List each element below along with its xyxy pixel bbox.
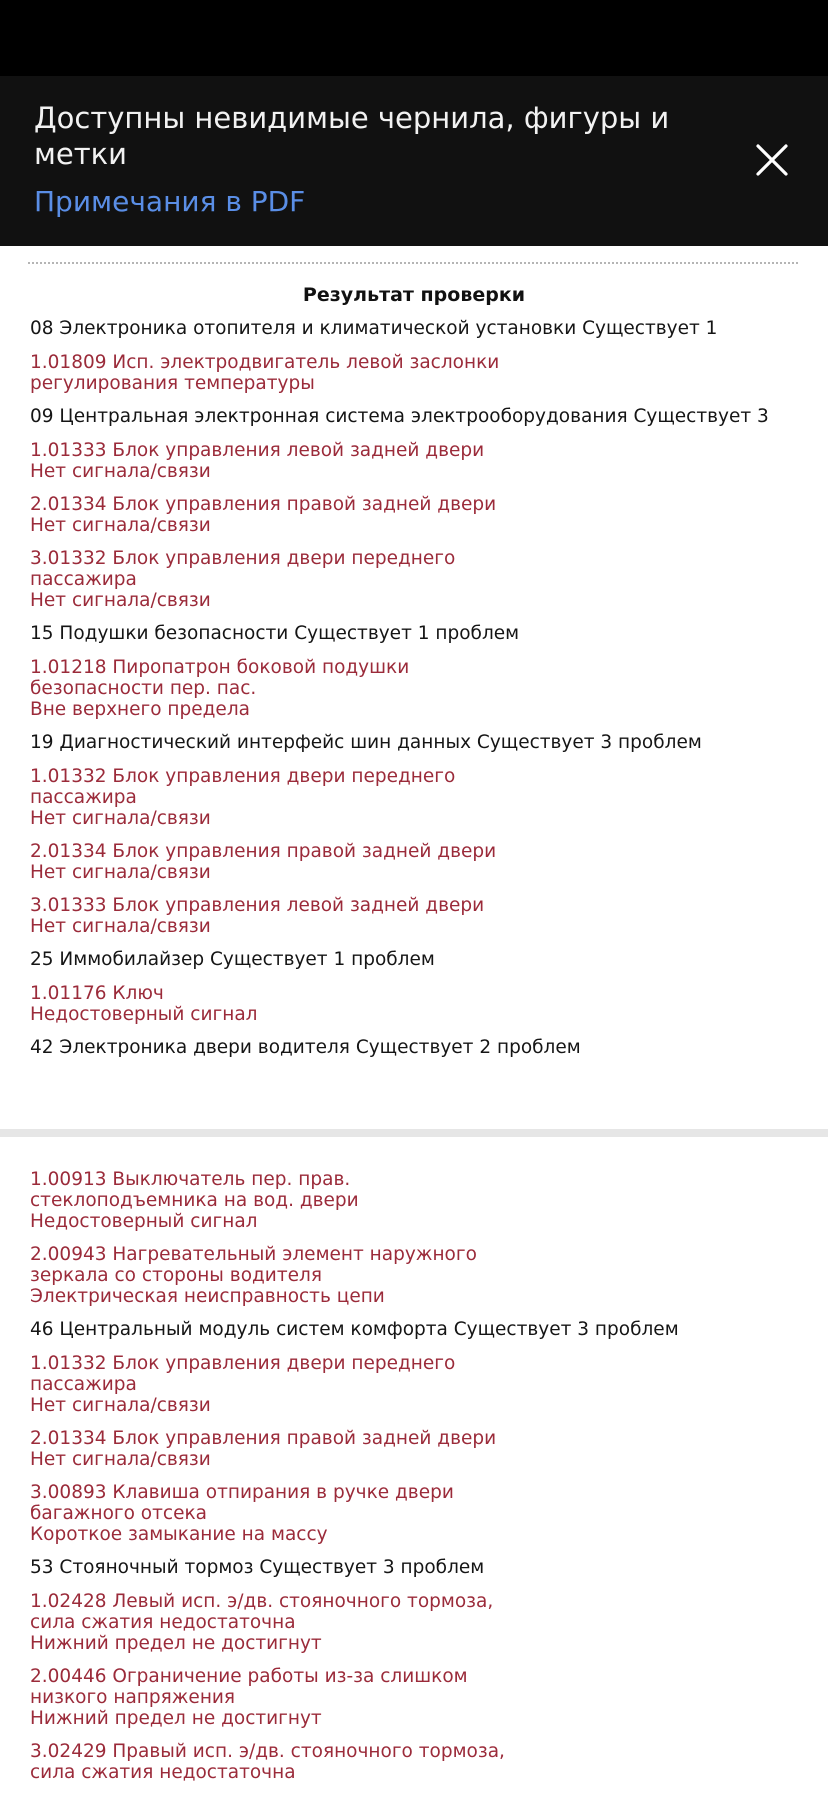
fault-item (30, 983, 810, 1025)
dotted-divider (28, 262, 798, 264)
fault-line: 3.01333 Блок управления левой задней двери (30, 895, 485, 916)
fault-item (30, 766, 810, 829)
fault-line: Нет сигнала/связи (30, 1395, 211, 1416)
fault-line: 1.01332 Блок управления двери переднего (30, 766, 456, 787)
report-heading: Результат проверки (302, 284, 526, 306)
fault-item (30, 352, 810, 394)
fault-item (30, 1428, 810, 1470)
report-content-page-1 (30, 318, 810, 1071)
fault-line: пассажира (30, 569, 137, 590)
fault-line: 1.00913 Выключатель пер. прав. (30, 1169, 351, 1190)
fault-item (30, 657, 810, 720)
fault-line: 1.01218 Пиропатрон боковой подушки (30, 657, 410, 678)
fault-line: регулирования температуры (30, 373, 315, 394)
fault-item (30, 494, 810, 536)
fault-line: 2.00943 Нагревательный элемент наружного (30, 1244, 477, 1265)
fault-line: Короткое замыкание на массу (30, 1524, 328, 1545)
fault-line: Нет сигнала/связи (30, 590, 211, 611)
fault-line: Нижний предел не достигнут (30, 1633, 322, 1654)
system-section-title: 19 Диагностический интерфейс шин данных Существует 3 проблем (30, 732, 702, 753)
system-section-title: 09 Центральная электронная система электрооборудования Существует 3 (30, 406, 769, 427)
system-section-title: 08 Электроника отопителя и климатической установки Существует 1 (30, 318, 718, 339)
fault-line: пассажира (30, 787, 137, 808)
fault-line: 1.01332 Блок управления двери переднего (30, 1353, 456, 1374)
system-section-title: 46 Центральный модуль систем комфорта Существует 3 проблем (30, 1319, 679, 1340)
fault-line: Нет сигнала/связи (30, 515, 211, 536)
banner-title: Доступны невидимые чернила, фигуры и метки (34, 101, 670, 171)
page-gap (0, 1129, 828, 1137)
fault-line: безопасности пер. пас. (30, 678, 257, 699)
system-section-title: 42 Электроника двери водителя Существует 2 проблем (30, 1037, 581, 1058)
system-section-title: 53 Стояночный тормоз Существует 3 проблем (30, 1557, 485, 1578)
fault-item (30, 1591, 810, 1654)
fault-line: Электрическая неисправность цепи (30, 1286, 385, 1307)
fault-line: сила сжатия недостаточна (30, 1762, 296, 1783)
fault-item (30, 841, 810, 883)
fault-line: Нет сигнала/связи (30, 808, 211, 829)
fault-line: 3.02429 Правый исп. э/дв. стояночного тормоза, (30, 1741, 505, 1762)
pdf-annotations-link[interactable]: Примечания в PDF (34, 185, 306, 218)
fault-line: низкого напряжения (30, 1687, 236, 1708)
fault-item (30, 548, 810, 611)
pdf-page-2 (0, 1137, 828, 1794)
fault-line: Нет сигнала/связи (30, 916, 211, 937)
fault-line: 2.01334 Блок управления правой задней двери (30, 494, 497, 515)
fault-line: Вне верхнего предела (30, 699, 250, 720)
fault-line: Нет сигнала/связи (30, 862, 211, 883)
fault-item (30, 1169, 810, 1232)
fault-line: Нет сигнала/связи (30, 1449, 211, 1470)
fault-line: 2.01334 Блок управления правой задней двери (30, 1428, 497, 1449)
fault-line: Недостоверный сигнал (30, 1004, 258, 1025)
fault-line: Нет сигнала/связи (30, 461, 211, 482)
fault-line: 1.01176 Ключ (30, 983, 164, 1004)
fault-item (30, 895, 810, 937)
report-content-page-2 (30, 1169, 810, 1794)
fault-item (30, 1482, 810, 1545)
fault-line: сила сжатия недостаточна (30, 1612, 296, 1633)
fault-line: 2.01334 Блок управления правой задней двери (30, 841, 497, 862)
fault-line: 3.01332 Блок управления двери переднего (30, 548, 456, 569)
fault-line: зеркала со стороны водителя (30, 1265, 322, 1286)
fault-item (30, 1741, 810, 1783)
fault-line: багажного отсека (30, 1503, 207, 1524)
fault-line: Нижний предел не достигнут (30, 1708, 322, 1729)
pdf-notice-banner (0, 76, 828, 246)
fault-item (30, 1666, 810, 1729)
fault-line: 3.00893 Клавиша отпирания в ручке двери (30, 1482, 454, 1503)
fault-item (30, 1244, 810, 1307)
fault-line: Недостоверный сигнал (30, 1211, 258, 1232)
fault-line: 2.00446 Ограничение работы из-за слишком (30, 1666, 468, 1687)
fault-line: 1.01333 Блок управления левой задней двери (30, 440, 485, 461)
fault-line: пассажира (30, 1374, 137, 1395)
fault-line: стеклоподъемника на вод. двери (30, 1190, 359, 1211)
fault-item (30, 440, 810, 482)
fault-line: 1.02428 Левый исп. э/дв. стояночного тормоза, (30, 1591, 494, 1612)
fault-item (30, 1353, 810, 1416)
system-section-title: 25 Иммобилайзер Существует 1 проблем (30, 949, 435, 970)
status-bar (0, 0, 828, 76)
fault-line: 1.01809 Исп. электродвигатель левой заслонки (30, 352, 500, 373)
pdf-page-1 (0, 246, 828, 1129)
close-icon[interactable] (750, 138, 794, 182)
system-section-title: 15 Подушки безопасности Существует 1 проблем (30, 623, 520, 644)
